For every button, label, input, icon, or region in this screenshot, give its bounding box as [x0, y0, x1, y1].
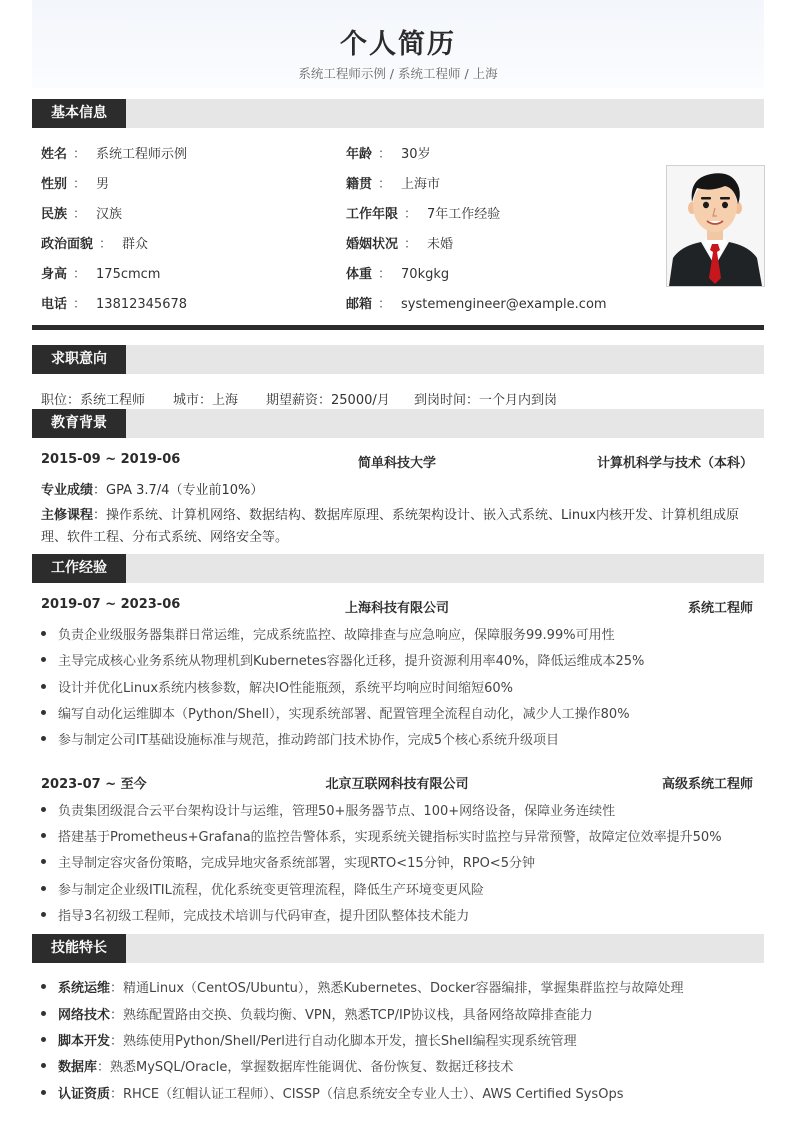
section-title: 求职意向 [32, 345, 126, 374]
info-email: 邮箱 ： systemengineer@example.com [346, 297, 607, 312]
list-item: 设计并优化Linux系统内核参数，解决IO性能瓶颈，系统平均响应时间缩短60% [41, 677, 513, 696]
info-political-status: 政治面貌 ： 群众 [41, 237, 149, 252]
bullet-icon [41, 736, 46, 741]
bullet-icon [41, 1011, 46, 1016]
info-phone: 电话 ： 13812345678 [41, 297, 188, 312]
bullet-icon [41, 912, 46, 917]
intent-city: 城市：上海 [173, 393, 239, 408]
section-basic-info [32, 99, 764, 128]
section-skills [32, 934, 764, 963]
list-item: 脚本开发：熟练使用Python/Shell/Perl进行自动化脚本开发，擅长Shell编程实现系统管理 [41, 1030, 577, 1049]
section-title: 教育背景 [32, 409, 126, 438]
work-period: 2019-07 ~ 2023-06 [41, 597, 181, 612]
info-height: 身高 ： 175cmcm [41, 267, 161, 282]
bullet-icon [41, 1037, 46, 1042]
list-item: 负责企业级服务器集群日常运维，完成系统监控、故障排查与应急响应，保障服务99.99%可用性 [41, 624, 615, 643]
work-company: 北京互联网科技有限公司 [325, 777, 469, 792]
section-title: 基本信息 [32, 99, 126, 128]
work-header-row [41, 773, 753, 791]
bullet-icon [41, 710, 46, 715]
list-item: 编写自动化运维脚本（Python/Shell），实现系统部署、配置管理全流程自动化，减少人工操作80% [41, 703, 630, 722]
education-courses: 主修课程：操作系统、计算机网络、数据结构、数据库原理、系统架构设计、嵌入式系统、Linux内核开发、计算机组成原理、软件工程、分布式系统、网络安全等。 [41, 508, 740, 545]
info-hometown: 籍贯 ： 上海市 [346, 177, 441, 192]
list-item: 参与制定公司IT基础设施标准与规范，推动跨部门技术协作，完成5个核心系统升级项目 [41, 729, 559, 748]
page-title: 个人简历 [340, 29, 456, 60]
education-major: 计算机科学与技术（本科） [596, 456, 753, 471]
section-title: 技能特长 [32, 934, 126, 963]
bullet-icon [41, 1090, 46, 1095]
education-period: 2015-09 ~ 2019-06 [41, 452, 181, 467]
intent-position: 职位：系统工程师 [41, 393, 146, 408]
section-title: 工作经验 [32, 554, 126, 583]
list-item: 主导制定容灾备份策略，完成异地灾备系统部署，实现RTO<15分钟，RPO<5分钟 [41, 852, 535, 871]
page-subtitle: 系统工程师示例 / 系统工程师 / 上海 [298, 66, 498, 81]
list-item: 认证资质：RHCE（红帽认证工程师）、CISSP（信息系统安全专业人士）、AWS Certified SysOps [41, 1083, 623, 1102]
work-role: 高级系统工程师 [661, 777, 753, 792]
list-item: 参与制定企业级ITIL流程，优化系统变更管理流程，降低生产环境变更风险 [41, 879, 484, 898]
section-work-experience [32, 554, 764, 583]
list-item: 主导完成核心业务系统从物理机到Kubernetes容器化迁移，提升资源利用率40%，降低运维成本25% [41, 650, 644, 669]
intent-arrival: 到岗时间：一个月内到岗 [414, 393, 558, 408]
work-company: 上海科技有限公司 [344, 601, 449, 616]
education-school: 简单科技大学 [357, 456, 436, 471]
list-item: 指导3名初级工程师，完成技术培训与代码审查，提升团队整体技术能力 [41, 905, 469, 924]
bullet-icon [41, 684, 46, 689]
list-item: 网络技术：熟练配置路由交换、负载均衡、VPN，熟悉TCP/IP协议栈，具备网络故障排查能力 [41, 1004, 593, 1023]
work-header-row [41, 597, 753, 615]
info-ethnicity: 民族 ： 汉族 [41, 207, 123, 222]
bullet-icon [41, 631, 46, 636]
work-period: 2023-07 ~ 至今 [41, 777, 147, 792]
list-item: 数据库：熟悉MySQL/Oracle，掌握数据库性能调优、备份恢复、数据迁移技术 [41, 1056, 513, 1075]
bullet-icon [41, 984, 46, 989]
education-header-row [41, 452, 753, 470]
list-item: 系统运维：精通Linux（CentOS/Ubuntu），熟悉Kubernetes、Docker容器编排，掌握集群监控与故障处理 [41, 977, 684, 996]
section-job-intent [32, 345, 764, 374]
bullet-icon [41, 833, 46, 838]
info-gender: 性别 ： 男 [41, 177, 110, 192]
info-name: 姓名 ： 系统工程师示例 [41, 147, 188, 162]
resume-header [32, 0, 764, 88]
list-item: 搭建基于Prometheus+Grafana的监控告警体系，实现系统关键指标实时监控与异常预警，故障定位效率提升50% [41, 826, 722, 845]
intent-salary: 期望薪资：25000/月 [266, 393, 390, 408]
avatar-illustration [667, 166, 764, 286]
education-gpa: 专业成绩：GPA 3.7/4（专业前10%） [41, 483, 264, 498]
bullet-icon [41, 859, 46, 864]
bullet-icon [41, 807, 46, 812]
info-marital-status: 婚姻状况 ： 未婚 [346, 237, 454, 252]
work-role: 系统工程师 [687, 601, 753, 616]
bullet-icon [41, 886, 46, 891]
bullet-icon [41, 1063, 46, 1068]
list-item: 负责集团级混合云平台架构设计与运维，管理50+服务器节点、100+网络设备，保障业务连续性 [41, 800, 615, 819]
info-work-years: 工作年限 ： 7年工作经验 [346, 207, 501, 222]
section-education [32, 409, 764, 438]
info-weight: 体重 ： 70kgkg [346, 267, 450, 282]
bullet-icon [41, 657, 46, 662]
profile-photo [666, 165, 765, 287]
info-age: 年龄 ： 30岁 [346, 147, 431, 162]
section-divider [32, 325, 764, 330]
